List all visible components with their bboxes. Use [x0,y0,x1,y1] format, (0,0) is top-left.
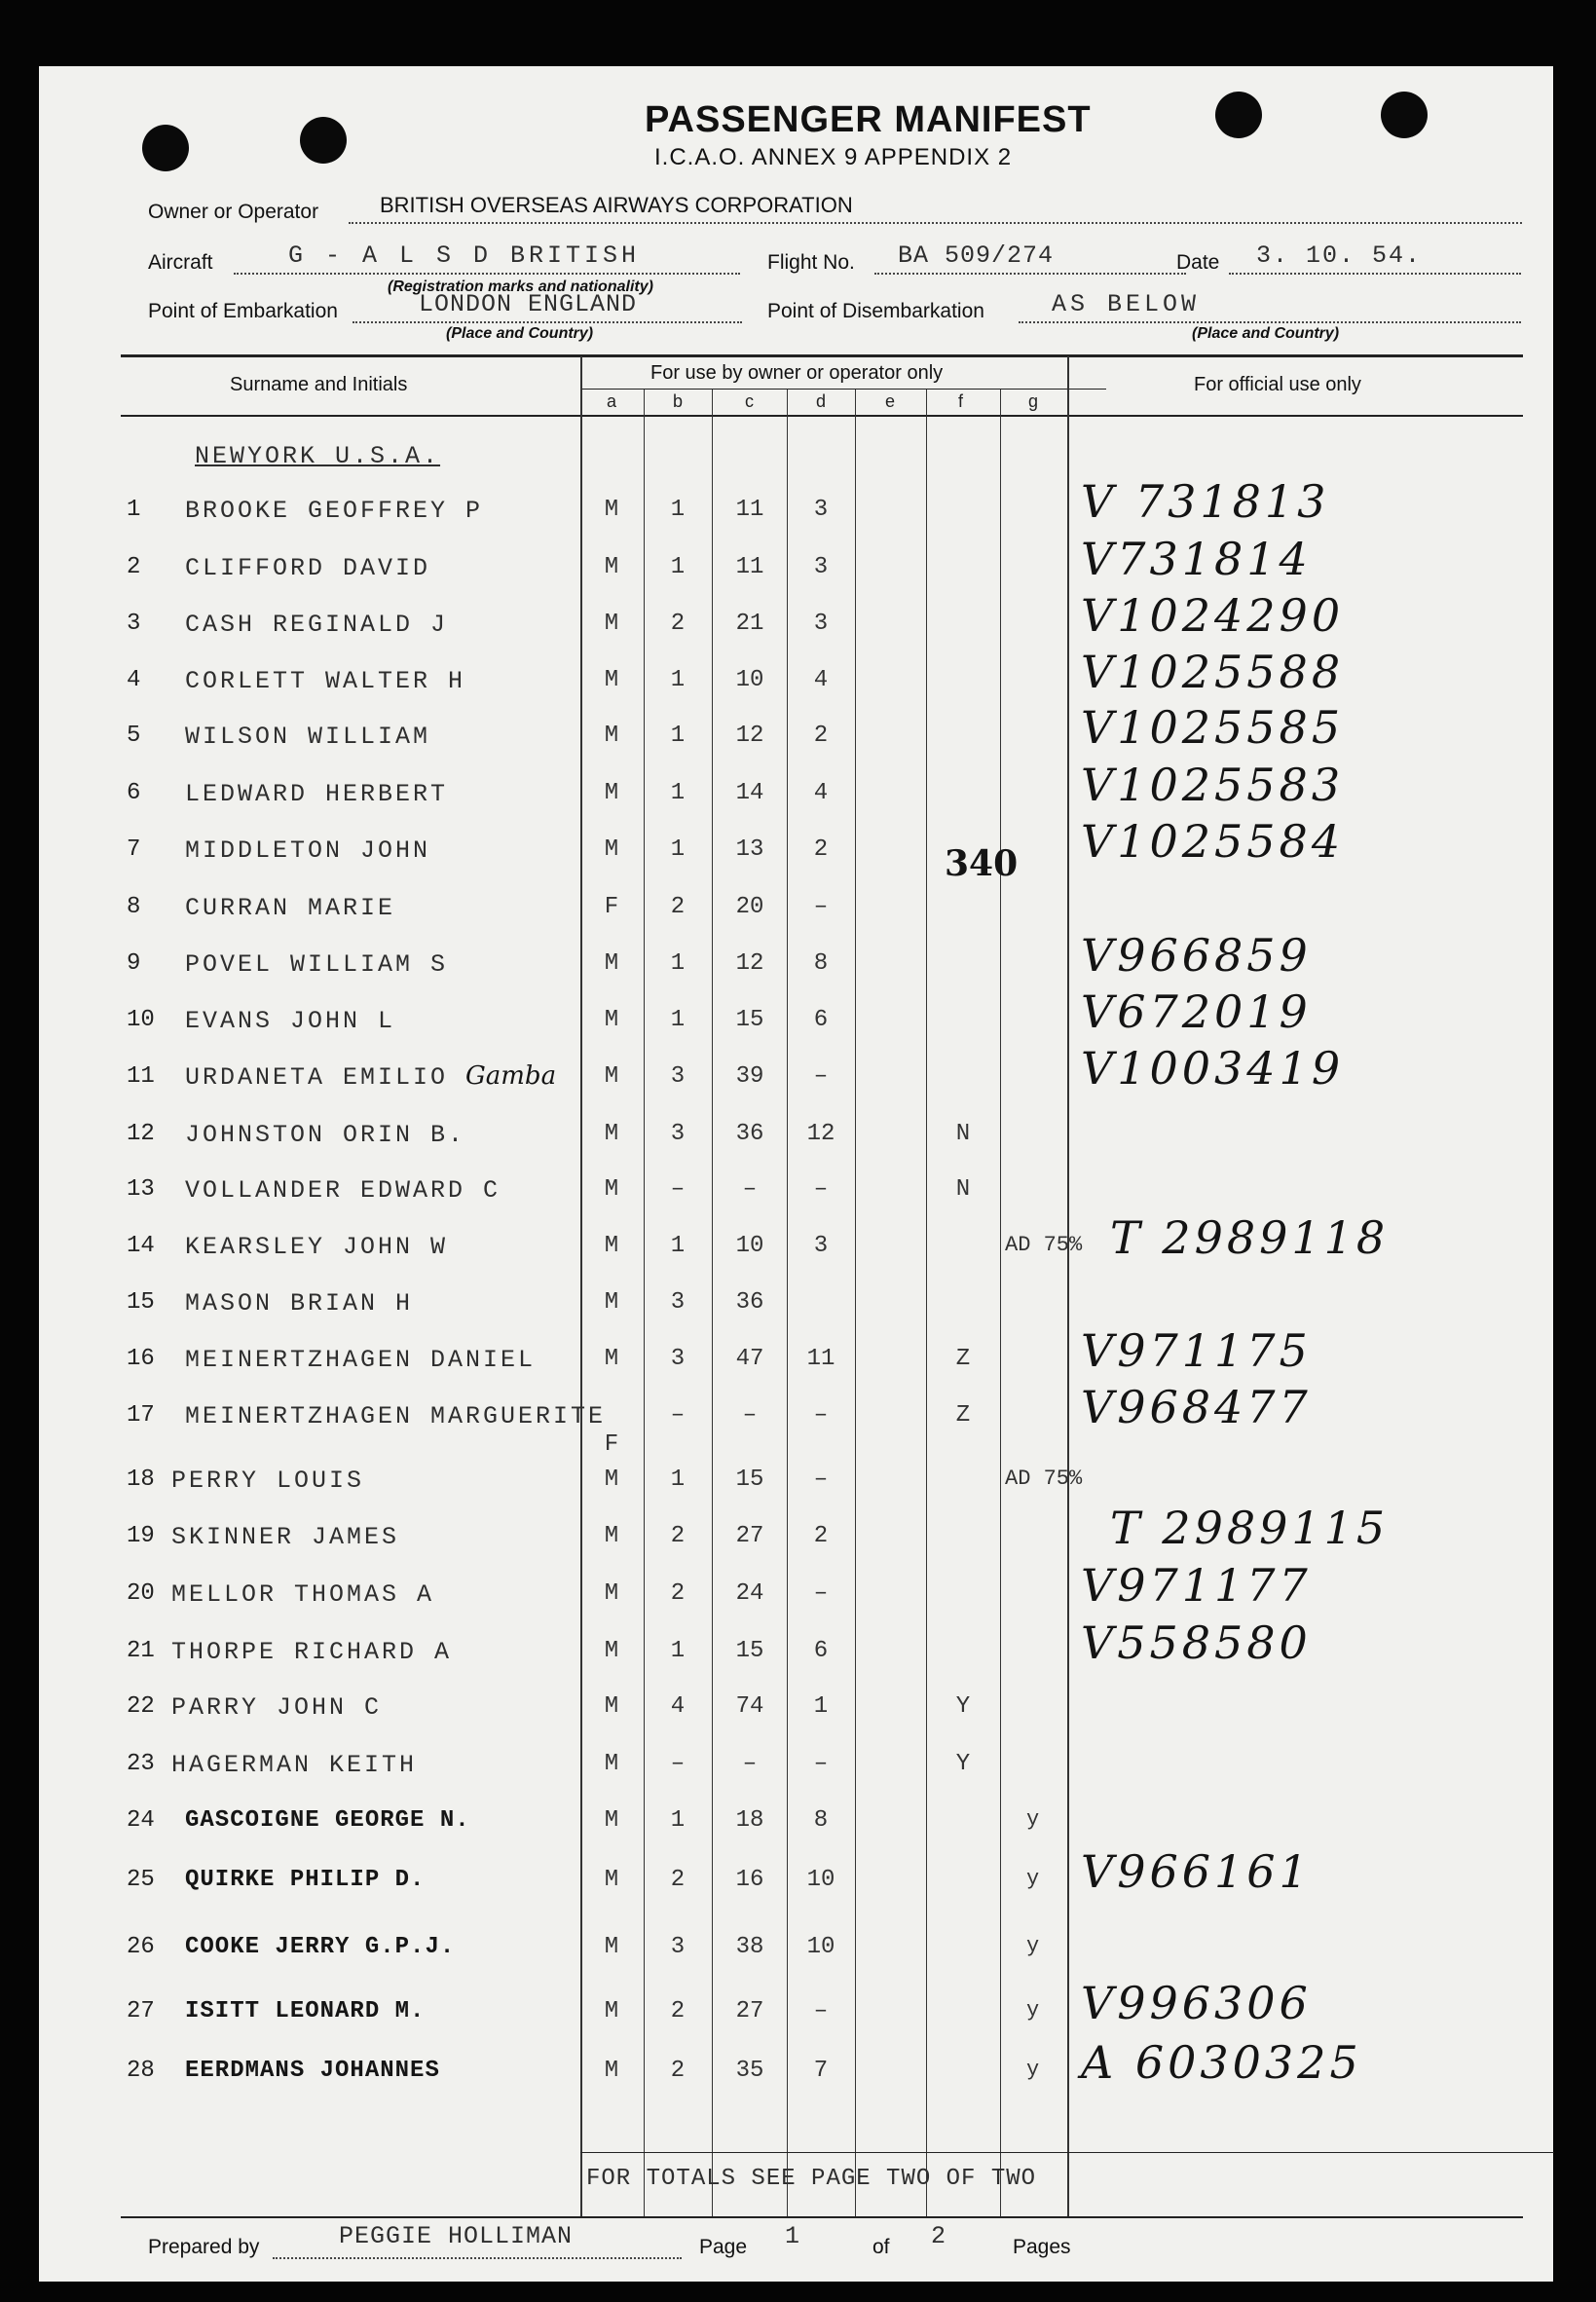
cell-c: – [742,1751,758,1777]
cell-a: M [604,1580,619,1607]
cell-b: 1 [670,723,686,749]
cell-d: 4 [813,780,829,806]
cell-d: 3 [813,1233,829,1259]
cell-b: 2 [670,1523,686,1549]
row-number: 3 [127,611,141,637]
passenger-name: CLIFFORD DAVID [185,554,431,582]
cell-a: M [604,780,619,806]
cell-a: M [604,1467,619,1493]
official-entry: V 731813 [1081,475,1330,528]
cell-a: M [604,1289,619,1316]
official-entry: V672019 [1081,985,1312,1038]
cell-b: – [670,1751,686,1777]
cell-b: – [670,1176,686,1203]
page-title: PASSENGER MANIFEST [645,99,1092,140]
cell-b: 1 [670,780,686,806]
row-number: 25 [127,1867,155,1893]
passenger-name: EERDMANS JOHANNES [185,2058,440,2084]
cell-d: 3 [813,611,829,637]
row-number: 2 [127,554,141,580]
date-label: Date [1176,251,1220,274]
official-entry: V996306 [1081,1977,1312,2029]
cell-b: 2 [670,1998,686,2024]
cell-d: – [813,1467,829,1493]
passenger-name: KEARSLEY JOHN W [185,1233,449,1261]
page-label: Page [699,2236,748,2258]
cell-b: 1 [670,1807,686,1834]
cell-b: 1 [670,836,686,863]
cell-d: 3 [813,497,829,523]
passenger-name: GASCOIGNE GEORGE N. [185,1807,470,1834]
cell-a: M [604,1233,619,1259]
cell-d: 10 [806,1934,835,1960]
cell-b: 1 [670,950,686,977]
cell-a: M [604,611,619,637]
cell-d: – [813,1998,829,2024]
cell-d: – [813,1063,829,1090]
cell-f: N [955,1176,971,1203]
official-entry: V968477 [1081,1381,1312,1433]
cell-a: M [604,1121,619,1147]
cell-c: 10 [735,667,764,693]
disembarkation-label: Point of Disembarkation [767,300,984,322]
cell-d: – [813,1580,829,1607]
cell-c: 27 [735,1998,764,2024]
cell-a: M [604,554,619,580]
cell-f: Z [955,1346,971,1372]
cell-a: M [604,836,619,863]
subcolumn-header: d [816,391,827,411]
cell-g: AD 75% [1005,1467,1083,1491]
aircraft-value: G - A L S D BRITISH [288,241,641,270]
row-number: 16 [127,1346,155,1372]
official-entry: V1003419 [1081,1042,1345,1095]
passenger-name: EVANS JOHN L [185,1007,396,1035]
official-entry: V731814 [1081,533,1312,585]
cell-c: 15 [735,1007,764,1033]
passenger-name: POVEL WILLIAM S [185,950,449,979]
cell-d: 2 [813,836,829,863]
official-entry: V971177 [1081,1559,1312,1612]
cell-a: M [604,1638,619,1664]
handwritten-total: 340 [945,843,1019,884]
cell-b: – [670,1402,686,1429]
page-total: 2 [931,2222,950,2250]
official-entry: V1024290 [1081,589,1345,642]
cell-f: Y [955,1693,971,1720]
embarkation-value: LONDON ENGLAND [419,290,638,318]
cell-b: 3 [670,1934,686,1960]
cell-c: 11 [735,497,764,523]
manifest-paper [39,66,1553,2282]
cell-b: 1 [670,1233,686,1259]
passenger-name: MEINERTZHAGEN MARGUERITE [185,1402,607,1430]
cell-g: y [1026,1807,1040,1832]
passenger-name: BROOKE GEOFFREY P [185,497,484,525]
cell-a: M [604,1807,619,1834]
cell-a: F [604,894,619,920]
row-number: 28 [127,2058,155,2084]
cell-d: – [813,1402,829,1429]
row-number: 26 [127,1934,155,1960]
cell-f: Y [955,1751,971,1777]
official-entry: V1025588 [1081,646,1345,698]
cell-c: – [742,1176,758,1203]
row-number: 12 [127,1121,155,1147]
destination-heading: NEWYORK U.S.A. [195,442,441,470]
handwritten-gamba: Gamba [465,1061,557,1091]
row-number: 22 [127,1693,155,1720]
row-number: 6 [127,780,141,806]
disembarkation-note: (Place and Country) [1192,325,1340,342]
official-entry: V971175 [1081,1324,1312,1377]
passenger-name: THORPE RICHARD A [171,1638,453,1666]
cell-a: M [604,497,619,523]
cell-b: 1 [670,667,686,693]
flight-value: BA 509/274 [898,241,1055,270]
official-entry: T 2989118 [1110,1211,1390,1264]
row-number: 18 [127,1467,155,1493]
cell-a: M [604,1346,619,1372]
subcolumn-header: e [885,391,896,411]
cell-c: 20 [735,894,764,920]
row-number: 10 [127,1007,155,1033]
cell-c: 74 [735,1693,764,1720]
cell-b: 1 [670,1007,686,1033]
cell-d: 8 [813,1807,829,1834]
official-entry: T 2989115 [1110,1502,1390,1554]
official-entry: V1025583 [1081,759,1345,811]
cell-a: M [604,1934,619,1960]
cell-a: M [604,950,619,977]
page-number: 1 [785,2222,804,2250]
passenger-name: SKINNER JAMES [171,1523,400,1551]
cell-a: M [604,1751,619,1777]
subcolumn-header: g [1028,391,1039,411]
cell-b: 1 [670,1467,686,1493]
cell-b: 3 [670,1346,686,1372]
official-entry: V1025585 [1081,701,1345,754]
cell-g: AD 75% [1005,1233,1083,1257]
flight-label: Flight No. [767,251,855,274]
owner-value: BRITISH OVERSEAS AIRWAYS CORPORATION [380,193,853,217]
cell-a: M [604,723,619,749]
passenger-name: LEDWARD HERBERT [185,780,449,808]
cell-d: 1 [813,1693,829,1720]
official-entry: A 6030325 [1081,2036,1362,2089]
cell-c: – [742,1402,758,1429]
official-entry: V1025584 [1081,815,1345,868]
cell-b: 2 [670,611,686,637]
passenger-name: ISITT LEONARD M. [185,1998,426,2024]
cell-f: N [955,1121,971,1147]
cell-g: y [1026,1867,1040,1891]
row-number: 19 [127,1523,155,1549]
cell-c: 15 [735,1467,764,1493]
cell-c: 47 [735,1346,764,1372]
disembarkation-value: AS BELOW [1052,290,1201,318]
of-label: of [872,2236,890,2258]
passenger-name: CORLETT WALTER H [185,667,466,695]
subcolumn-header: a [607,391,617,411]
cell-a: M [604,1176,619,1203]
passenger-name: VOLLANDER EDWARD C [185,1176,501,1205]
row-number: 7 [127,836,141,863]
passenger-name: URDANETA EMILIO [185,1063,449,1092]
cell-d: 11 [806,1346,835,1372]
row-number: 11 [127,1063,155,1090]
cell-f: Z [955,1402,971,1429]
cell-c: 24 [735,1580,764,1607]
cell-g: y [1026,2058,1040,2082]
col-name-header: Surname and Initials [230,374,408,395]
cell-c: 38 [735,1934,764,1960]
col-official-header: For official use only [1194,374,1361,395]
cell-c: 12 [735,950,764,977]
row-number: 13 [127,1176,155,1203]
cell-a: F [604,1431,619,1458]
cell-d: – [813,894,829,920]
cell-c: 11 [735,554,764,580]
aircraft-note: (Registration marks and nationality) [388,278,653,295]
row-number: 9 [127,950,141,977]
owner-label: Owner or Operator [148,201,319,223]
cell-d: 12 [806,1121,835,1147]
cell-b: 2 [670,1867,686,1893]
row-number: 1 [127,497,141,523]
cell-d: 4 [813,667,829,693]
punch-hole [142,125,189,171]
passenger-name: WILSON WILLIAM [185,723,431,751]
cell-d: – [813,1176,829,1203]
cell-d: 7 [813,2058,829,2084]
row-number: 24 [127,1807,155,1834]
cell-c: 27 [735,1523,764,1549]
row-number: 8 [127,894,141,920]
cell-b: 2 [670,1580,686,1607]
cell-d: 6 [813,1638,829,1664]
subcolumn-header: b [673,391,684,411]
cell-b: 3 [670,1289,686,1316]
cell-d: – [813,1751,829,1777]
cell-d: 10 [806,1867,835,1893]
cell-b: 3 [670,1063,686,1090]
passenger-name: MASON BRIAN H [185,1289,414,1318]
passenger-name: PARRY JOHN C [171,1693,383,1722]
cell-c: 35 [735,2058,764,2084]
cell-c: 13 [735,836,764,863]
cell-d: 6 [813,1007,829,1033]
cell-b: 2 [670,2058,686,2084]
passenger-name: CURRAN MARIE [185,894,396,922]
passenger-name: MIDDLETON JOHN [185,836,431,865]
aircraft-label: Aircraft [148,251,213,274]
cell-g: y [1026,1934,1040,1958]
cell-c: 12 [735,723,764,749]
cell-c: 10 [735,1233,764,1259]
cell-b: 1 [670,497,686,523]
official-entry: V558580 [1081,1616,1312,1669]
pages-label: Pages [1013,2236,1071,2258]
subcolumn-header: c [745,391,754,411]
col-operator-header: For use by owner or operator only [650,362,944,384]
cell-c: 39 [735,1063,764,1090]
row-number: 14 [127,1233,155,1259]
cell-c: 21 [735,611,764,637]
row-number: 21 [127,1638,155,1664]
passenger-name: PERRY LOUIS [171,1467,365,1495]
passenger-name: MEINERTZHAGEN DANIEL [185,1346,537,1374]
cell-b: 1 [670,554,686,580]
passenger-name: QUIRKE PHILIP D. [185,1867,426,1893]
cell-a: M [604,667,619,693]
row-number: 20 [127,1580,155,1607]
cell-a: M [604,1063,619,1090]
embarkation-label: Point of Embarkation [148,300,338,322]
cell-b: 4 [670,1693,686,1720]
row-number: 5 [127,723,141,749]
cell-d: 2 [813,723,829,749]
punch-hole [1381,92,1428,138]
subcolumn-header: f [958,391,964,411]
official-entry: V966161 [1081,1845,1312,1898]
cell-b: 1 [670,1638,686,1664]
cell-c: 36 [735,1289,764,1316]
date-value: 3. 10. 54. [1256,241,1423,270]
passenger-name: COOKE JERRY G.P.J. [185,1934,456,1960]
cell-b: 3 [670,1121,686,1147]
cell-a: M [604,1867,619,1893]
cell-d: 2 [813,1523,829,1549]
cell-d: 3 [813,554,829,580]
row-number: 4 [127,667,141,693]
cell-a: M [604,1693,619,1720]
row-number: 27 [127,1998,155,2024]
punch-hole [1215,92,1262,138]
cell-g: y [1026,1998,1040,2023]
cell-a: M [604,1998,619,2024]
prepared-by-value: PEGGIE HOLLIMAN [339,2222,574,2250]
cell-a: M [604,2058,619,2084]
totals-note: FOR TOTALS SEE PAGE TWO OF TWO [586,2166,1037,2192]
passenger-name: HAGERMAN KEITH [171,1751,418,1779]
embarkation-note: (Place and Country) [446,325,594,342]
cell-b: 2 [670,894,686,920]
official-entry: V966859 [1081,929,1312,982]
row-number: 23 [127,1751,155,1777]
prepared-by-label: Prepared by [148,2236,260,2258]
cell-a: M [604,1007,619,1033]
cell-c: 16 [735,1867,764,1893]
passenger-name: MELLOR THOMAS A [171,1580,435,1609]
cell-c: 36 [735,1121,764,1147]
passenger-name: CASH REGINALD J [185,611,449,639]
page-subtitle: I.C.A.O. ANNEX 9 APPENDIX 2 [654,144,1013,170]
row-number: 15 [127,1289,155,1316]
row-number: 17 [127,1402,155,1429]
punch-hole [300,117,347,164]
cell-c: 18 [735,1807,764,1834]
passenger-name: JOHNSTON ORIN B. [185,1121,466,1149]
cell-d: 8 [813,950,829,977]
cell-c: 14 [735,780,764,806]
cell-a: M [604,1523,619,1549]
cell-c: 15 [735,1638,764,1664]
